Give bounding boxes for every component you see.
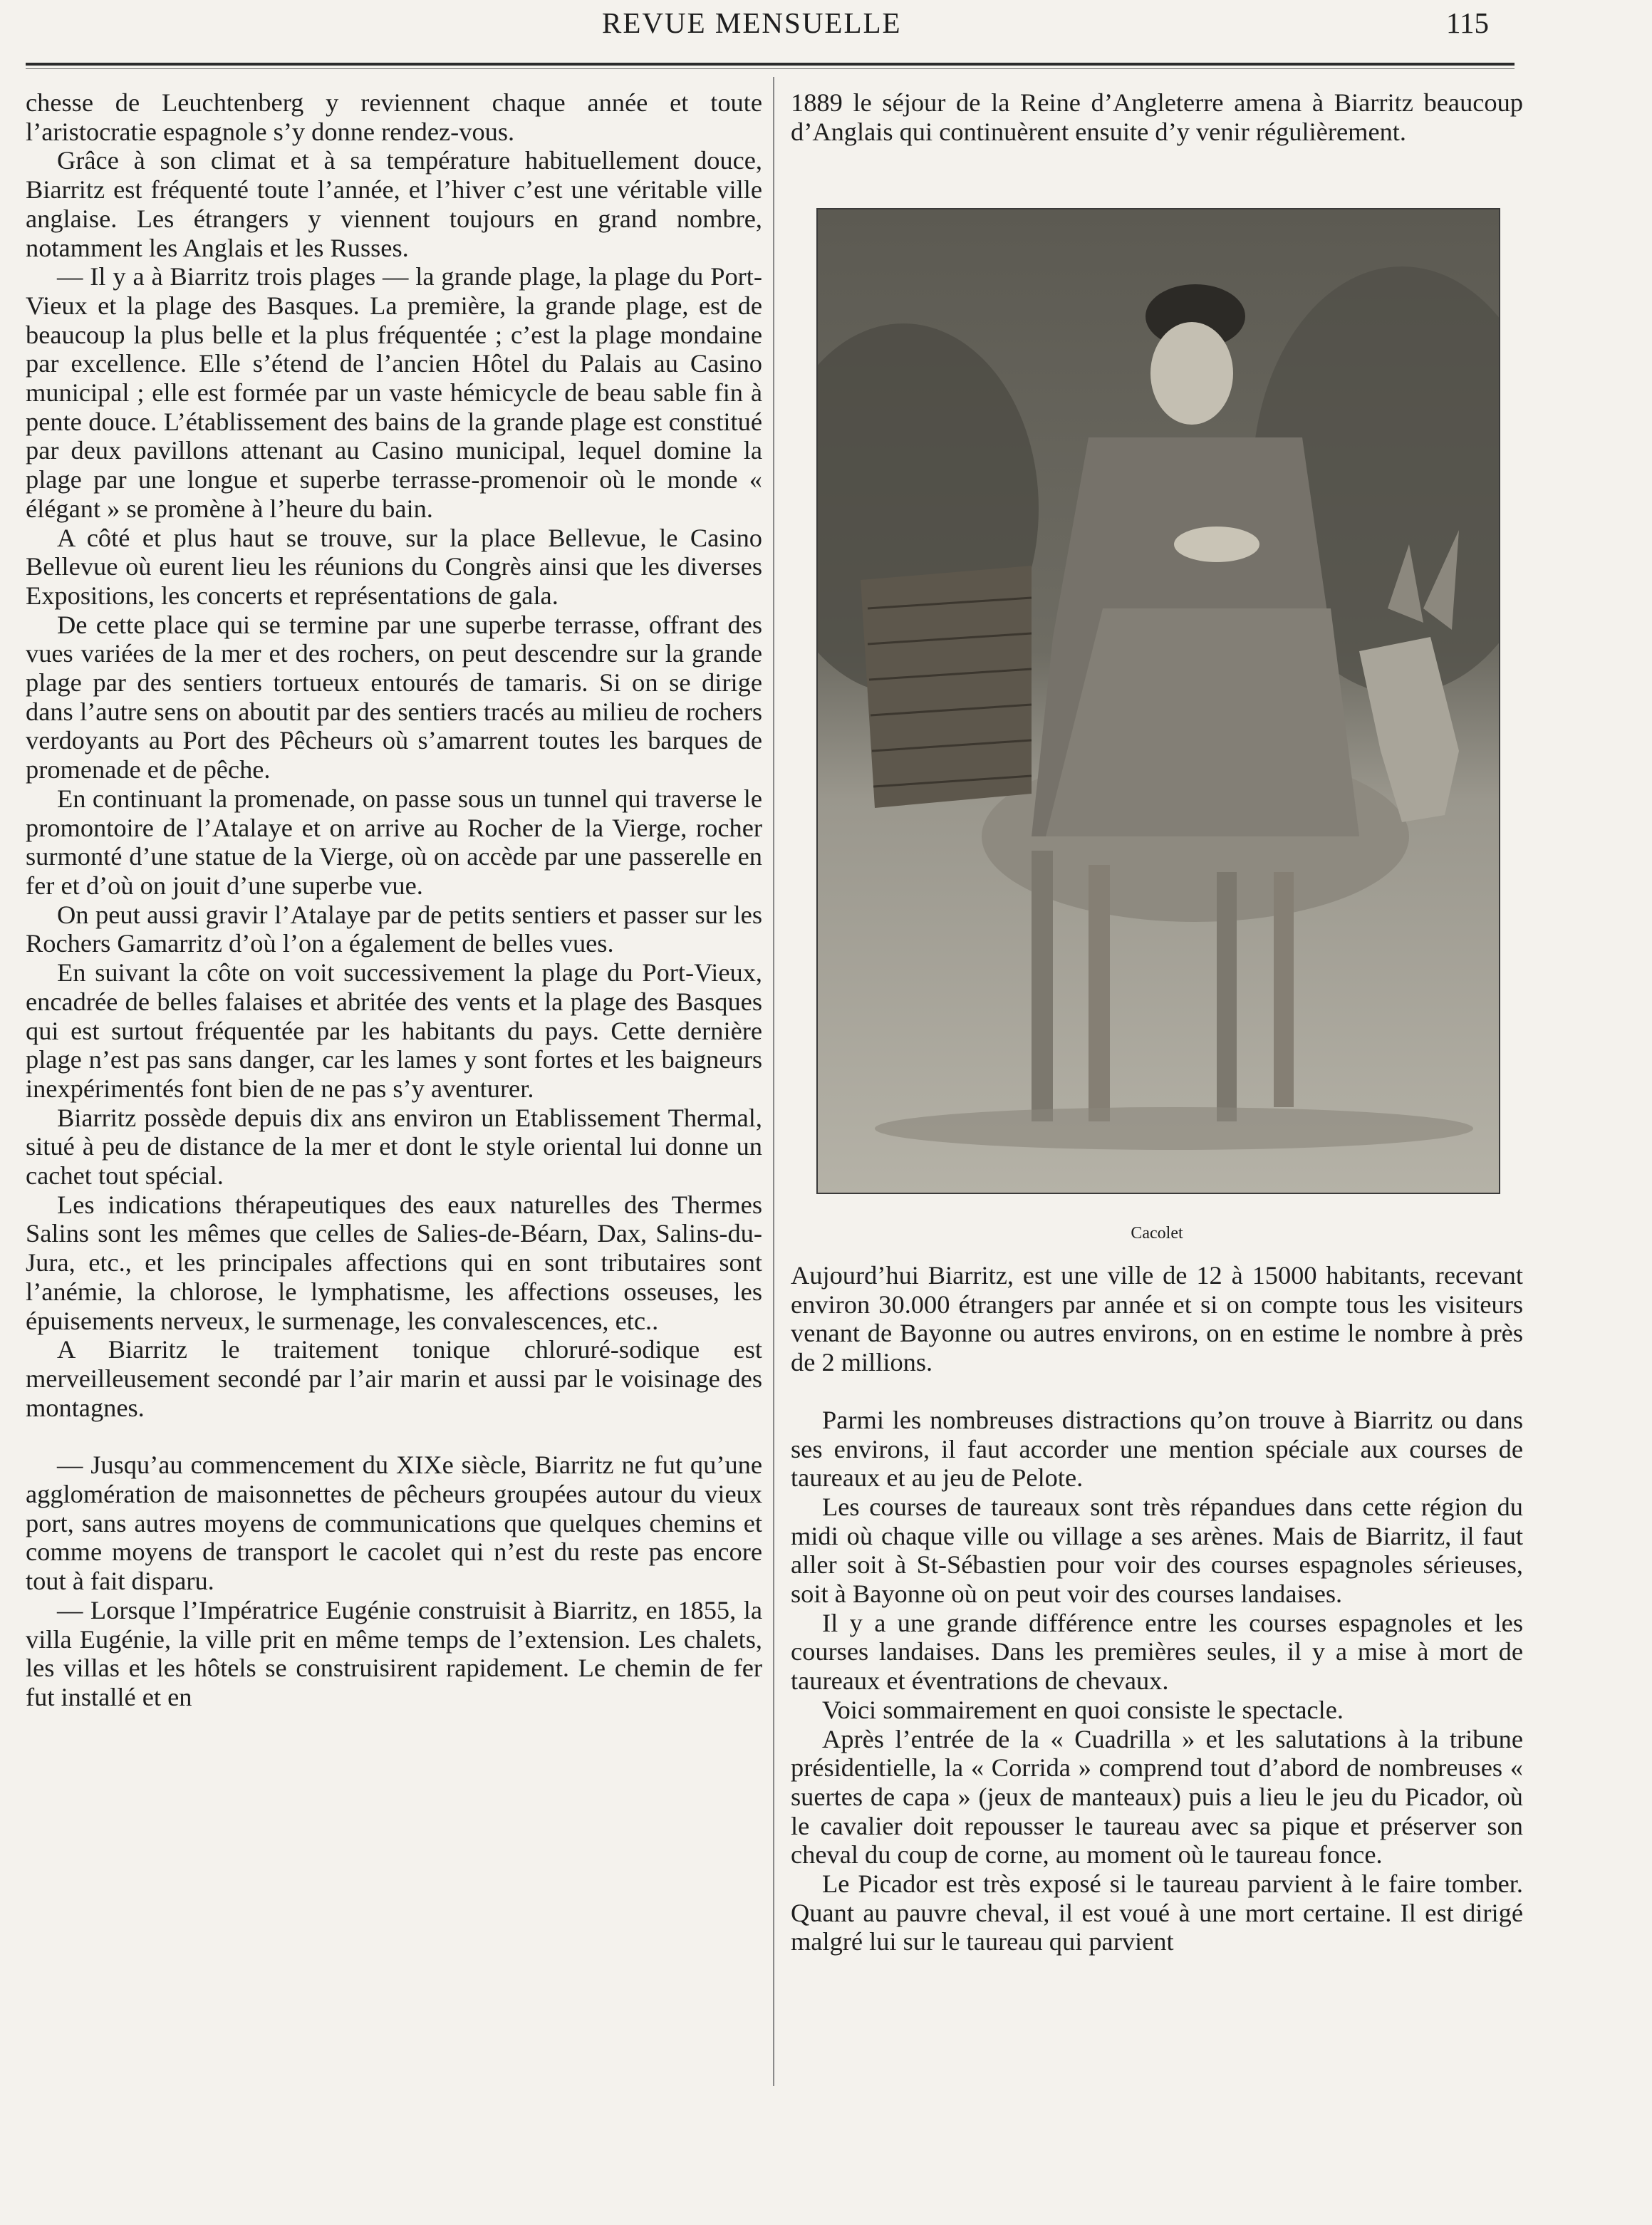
paragraph: A côté et plus haut se trouve, sur la place Bellevue, le Casino Bellevue où eurent lieu les réunions du Congrès ainsi que les diverses Expositions, les concerts et représentations de gala. [26,523,762,610]
page-number: 115 [1446,6,1489,39]
paragraph: Il y a une grande différence entre les courses espagnoles et les courses landaises. Dans les premières seules, il y a mise à mort de taureaux et éventrations de chevaux. [791,1608,1523,1696]
paragraph: Après l’entrée de la « Cuadrilla » et les salutations à la tribune présidentielle, la « Corrida » comprend tout d’abord de nombreuses « suertes de capa » (jeux de manteaux) puis a lieu le jeu du Picador, où le cavalier doit repousser le taureau avec sa pique et préserver son cheval du coup de corne, au moment où le taureau fonce. [791,1724,1523,1869]
paragraph: Grâce à son climat et à sa température habituellement douce, Biarritz est fréquenté toute l’année, et l’hiver c’est une véritable ville anglaise. Les étrangers y viennent toujours en grand nombre, notamment les Anglais et les Russes. [26,146,762,262]
paragraph: — Lorsque l’Impératrice Eugénie construisit à Biarritz, en 1855, la villa Eugénie, la ville prit en même temps de l’extension. Les chalets, les villas et les hôtels se construisirent rapidement. Le chemin de fer fut installé et en [26,1595,762,1711]
paragraph: — Jusqu’au commencement du XIXe siècle, Biarritz ne fut qu’une agglomération de maisonnettes de pêcheurs groupées autour du vieux port, sans autres moyens de communications que quelques chemins et comme moyens de transport le cacolet qui n’est du reste pas encore tout à fait disparu. [26,1451,762,1596]
paragraph: En continuant la promenade, on passe sous un tunnel qui traverse le promontoire de l’Atalaye et on arrive au Rocher de la Vierge, rocher surmonté d’une statue de la Vierge, où on accède par une passerelle en fer et d’où on jouit d’une superbe vue. [26,784,762,900]
header-rule [26,63,1515,66]
paragraph: 1889 le séjour de la Reine d’Angleterre amena à Biarritz beaucoup d’Anglais qui continuèrent ensuite d’y venir régulièrement. [791,88,1523,146]
page-header [0,6,1652,48]
paragraph: De cette place qui se termine par une superbe terrasse, offrant des vues variées de la mer et des rochers, on peut descendre sur la grande plage par des sentiers tortueux entourés de tamaris. Si on se dirige dans l’autre sens on aboutit par des sentiers tracés au milieu de rochers verdoyants au Port des Pêcheurs où s’amarrent toutes les barques de promenade et de pêche. [26,610,762,784]
right-column-bottom [791,1261,1523,1956]
left-column [26,88,762,1712]
figure-caption: Cacolet [1131,1224,1183,1243]
paragraph: On peut aussi gravir l’Atalaye par de petits sentiers et passer sur les Rochers Gamarritz d’où l’on a également de belles vues. [26,900,762,958]
cacolet-photograph [816,208,1500,1194]
paragraph: chesse de Leuchtenberg y reviennent chaque année et toute l’aristocratie espagnole s’y donne rendez-vous. [26,88,762,146]
running-title: REVUE MENSUELLE [602,6,902,39]
paragraph: Le Picador est très exposé si le taureau parvient à le faire tomber. Quant au pauvre cheval, il est voué à une mort certaine. Il est dirigé malgré lui sur le taureau qui parvient [791,1869,1523,1956]
paragraph: Aujourd’hui Biarritz, est une ville de 12 à 15000 habitants, recevant environ 30.000 étrangers par année et si on compte tous les visiteurs venant de Bayonne ou autres environs, on en estime le nombre à près de 2 millions. [791,1261,1523,1377]
paragraph: Les indications thérapeutiques des eaux naturelles des Thermes Salins sont les mêmes que celles de Salies-de-Béarn, Dax, Salins-du-Jura, etc., et les principales affections qui en sont tributaires sont l’anémie, la chlorose, le lymphatisme, les affections osseuses, les épuisements nerveux, le surmenage, les convalescences, etc.. [26,1190,762,1335]
paragraph: Les courses de taureaux sont très répandues dans cette région du midi où chaque ville ou village a ses arènes. Mais de Biarritz, il faut aller soit à St-Sébastien pour voir des courses espagnoles sérieuses, soit à Bayonne où on peut voir des courses landaises. [791,1492,1523,1609]
paragraph: A Biarritz le traitement tonique chloruré-sodique est merveilleusement secondé par l’air marin et aussi par le voisinage des montagnes. [26,1335,762,1422]
paragraph: Voici sommairement en quoi consiste le spectacle. [822,1695,1344,1724]
header-rule-thin [26,68,1515,69]
photo-illustration [818,209,1499,1193]
right-column-top [791,88,1523,146]
paragraph: En suivant la côte on voit successivement la plage du Port-Vieux, encadrée de belles falaises et abritée des vents et la plage des Basques qui est surtout fréquentée par les habitants du pays. Cette dernière plage n’est pas sans danger, car les lames y sont fortes et les baigneurs inexpérimentés font bien de ne pas s’y aventurer. [26,958,762,1103]
column-divider [773,77,774,2086]
paragraph: Parmi les nombreuses distractions qu’on trouve à Biarritz ou dans ses environs, il faut accorder une mention spéciale aux courses de taureaux et au jeu de Pelote. [791,1405,1523,1493]
paragraph: Biarritz possède depuis dix ans environ un Etablissement Thermal, situé à peu de distance de la mer et dont le style oriental lui donne un cachet tout spécial. [26,1103,762,1191]
paragraph: — Il y a à Biarritz trois plages — la grande plage, la plage du Port-Vieux et la plage des Basques. La première, la grande plage, est de beaucoup la plus belle et la plus fréquentée ; c’est la plage mondaine par excellence. Elle s’étend de l’ancien Hôtel du Palais au Casino municipal ; elle est formée par un vaste hémicycle de beau sable fin à pente douce. L’établissement des bains de la grande plage est constitué par deux pavillons attenant au Casino municipal, lequel domine la plage par une longue et superbe terrasse-promenoir où le monde « élégant » se promène à l’heure du bain. [26,262,762,523]
